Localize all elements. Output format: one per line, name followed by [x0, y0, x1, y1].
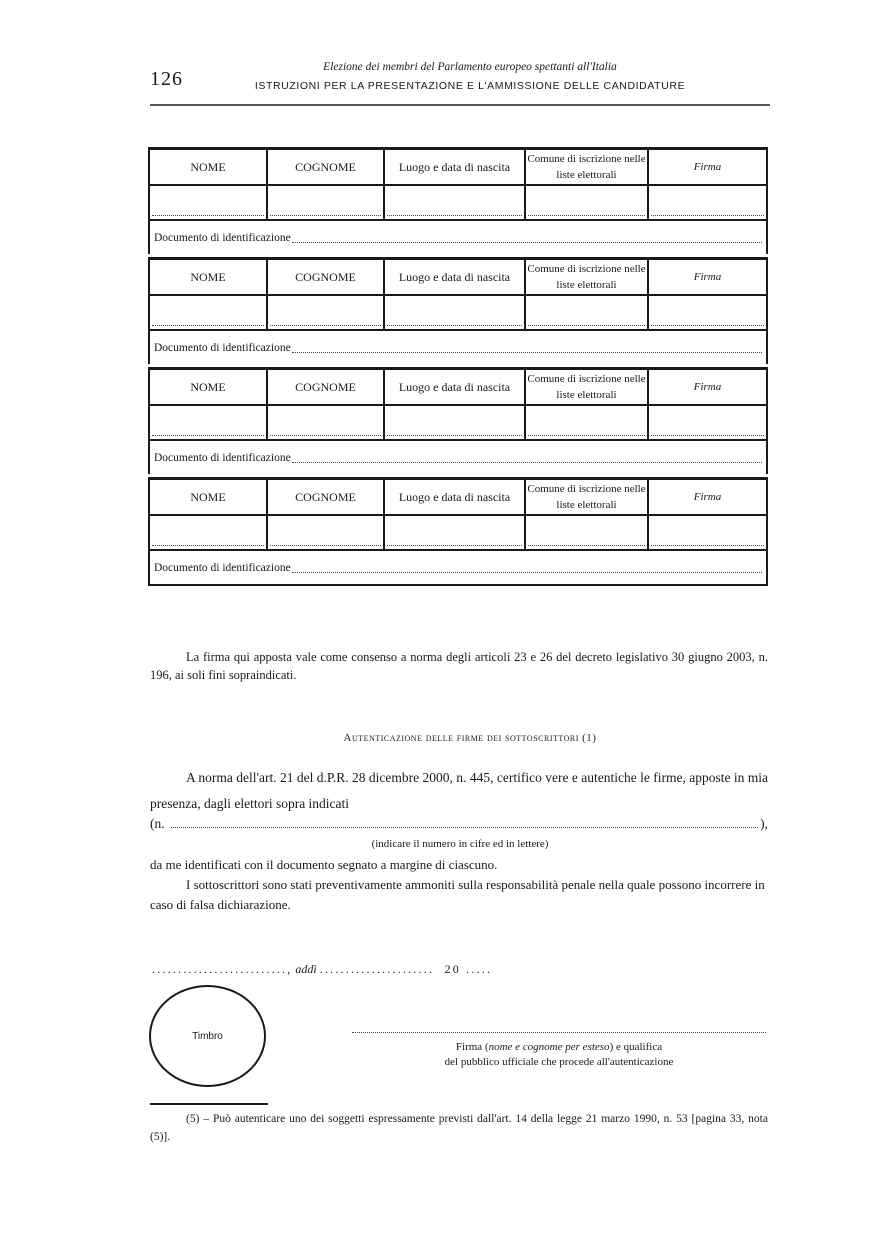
- column-header-cognome: COGNOME: [268, 260, 385, 294]
- header-row: [150, 480, 766, 516]
- footnote: (5) – Può autenticare uno dei soggetti espressamente previsti dall'art. 14 della legge 21 marzo 1990, n. 53 [pagina 33, nota (5)].: [150, 1113, 768, 1143]
- consent-paragraph: La firma qui apposta vale come consenso a norma degli articoli 23 e 26 del decreto legislativo 30 giugno 2003, n. 196, ai soli fini sopraindicati.: [150, 650, 768, 682]
- document-label: Documento di identificazione: [154, 231, 291, 244]
- caption-post: ) e qualifica: [609, 1041, 663, 1053]
- caption-emphasis: nome e cognome per esteso: [488, 1041, 610, 1053]
- document-dotted-line: [292, 342, 762, 353]
- field-nome[interactable]: [150, 296, 268, 329]
- field-luogo-data[interactable]: [385, 296, 526, 329]
- column-header-luogo-data: Luogo e data di nascita: [385, 480, 526, 514]
- footnote-rule: [150, 1103, 268, 1105]
- header-rule: [150, 104, 770, 106]
- document-field[interactable]: [150, 221, 766, 254]
- document-label: Documento di identificazione: [154, 341, 291, 354]
- data-row: [150, 186, 766, 221]
- column-header-nome: NOME: [150, 150, 268, 184]
- document-label: Documento di identificazione: [154, 561, 291, 574]
- dotted-line: [270, 544, 381, 546]
- document-field[interactable]: [150, 331, 766, 364]
- caption-line2: del pubblico ufficiale che procede all'autenticazione: [444, 1056, 674, 1068]
- signer-block: [148, 477, 768, 586]
- column-header-firma: Firma: [693, 270, 722, 283]
- column-header-comune: Comune di iscrizione nelle liste elettorali: [526, 480, 649, 514]
- addi-label: addì: [292, 962, 320, 976]
- field-cognome[interactable]: [268, 186, 385, 219]
- data-row: [150, 516, 766, 551]
- field-nome[interactable]: [150, 516, 268, 549]
- document-dotted-line: [292, 452, 762, 463]
- dotted-line: [528, 324, 645, 326]
- page-number: 126: [150, 68, 183, 90]
- dotted-line: [387, 544, 522, 546]
- official-signature-field[interactable]: [352, 1032, 766, 1033]
- column-header-comune: Comune di iscrizione nelle liste elettorali: [526, 150, 649, 184]
- stamp-label: Timbro: [192, 1030, 223, 1042]
- place-field[interactable]: ..........................,: [152, 962, 293, 976]
- field-cognome[interactable]: [268, 516, 385, 549]
- signer-count-hint: (indicare il numero in cifre ed in lettere): [371, 838, 549, 850]
- field-comune[interactable]: [526, 296, 649, 329]
- column-header-nome: NOME: [150, 260, 268, 294]
- document-label: Documento di identificazione: [154, 451, 291, 464]
- dotted-line: [528, 544, 645, 546]
- field-cognome[interactable]: [268, 406, 385, 439]
- field-comune[interactable]: [526, 406, 649, 439]
- document-row: [150, 331, 766, 364]
- dotted-line: [651, 324, 764, 326]
- dotted-line: [152, 544, 264, 546]
- field-firma[interactable]: [649, 296, 766, 329]
- field-comune[interactable]: [526, 186, 649, 219]
- signature-table: [148, 147, 768, 586]
- date-field[interactable]: ......................: [319, 962, 435, 976]
- field-luogo-data[interactable]: [385, 516, 526, 549]
- column-header-cognome: COGNOME: [268, 150, 385, 184]
- signer-block: [148, 257, 768, 364]
- header-row: [150, 150, 766, 186]
- document-row: [150, 221, 766, 254]
- year-field[interactable]: .....: [466, 962, 493, 976]
- authentication-title: Autenticazione delle firme dei sottoscrittori (1): [343, 732, 597, 744]
- column-header-luogo-data: Luogo e data di nascita: [385, 370, 526, 404]
- year-prefix: 20: [444, 962, 461, 976]
- signer-count-field[interactable]: [171, 816, 759, 828]
- document-field[interactable]: [150, 551, 766, 584]
- signer-count-suffix: ),: [760, 816, 768, 831]
- document-row: [150, 551, 766, 584]
- signer-block: [148, 367, 768, 474]
- field-luogo-data[interactable]: [385, 186, 526, 219]
- column-header-comune: Comune di iscrizione nelle liste elettorali: [526, 260, 649, 294]
- authentication-continuation: [150, 855, 768, 915]
- running-subtitle: ISTRUZIONI PER LA PRESENTAZIONE E L'AMMISSIONE DELLE CANDIDATURE: [254, 80, 686, 92]
- dotted-line: [528, 214, 645, 216]
- running-title: Elezione dei membri del Parlamento europeo spettanti all'Italia: [323, 61, 617, 73]
- dotted-line: [152, 214, 264, 216]
- place-date-line: [152, 962, 492, 977]
- dotted-line: [651, 544, 764, 546]
- dotted-line: [270, 324, 381, 326]
- document-field[interactable]: [150, 441, 766, 474]
- dotted-line: [387, 324, 522, 326]
- column-header-firma: Firma: [693, 160, 722, 173]
- data-row: [150, 296, 766, 331]
- dotted-line: [270, 214, 381, 216]
- column-header-comune: Comune di iscrizione nelle liste elettorali: [526, 370, 649, 404]
- data-row: [150, 406, 766, 441]
- dotted-line: [387, 214, 522, 216]
- field-firma[interactable]: [649, 186, 766, 219]
- document-dotted-line: [292, 562, 762, 573]
- field-nome[interactable]: [150, 186, 268, 219]
- column-header-firma: Firma: [693, 490, 722, 503]
- column-header-nome: NOME: [150, 480, 268, 514]
- field-firma[interactable]: [649, 516, 766, 549]
- authentication-body: A norma dell'art. 21 del d.P.R. 28 dicembre 2000, n. 445, certifico vere e autentiche le firme, apposte in mia presenza, dagli elettori sopra indicati: [150, 770, 768, 811]
- field-firma[interactable]: [649, 406, 766, 439]
- identification-sentence: da me identificati con il documento segnato a margine di ciascuno.: [150, 857, 498, 872]
- dotted-line: [387, 434, 522, 436]
- header-row: [150, 370, 766, 406]
- column-header-luogo-data: Luogo e data di nascita: [385, 150, 526, 184]
- official-signature-caption: [352, 1040, 766, 1070]
- header-row: [150, 260, 766, 296]
- column-header-firma: Firma: [693, 380, 722, 393]
- dotted-line: [651, 434, 764, 436]
- field-comune[interactable]: [526, 516, 649, 549]
- document-row: [150, 441, 766, 474]
- column-header-cognome: COGNOME: [268, 480, 385, 514]
- column-header-nome: NOME: [150, 370, 268, 404]
- dotted-line: [651, 214, 764, 216]
- signer-count-prefix: (n.: [150, 816, 165, 831]
- dotted-line: [528, 434, 645, 436]
- dotted-line: [152, 434, 264, 436]
- column-header-luogo-data: Luogo e data di nascita: [385, 260, 526, 294]
- document-dotted-line: [292, 232, 762, 243]
- field-nome[interactable]: [150, 406, 268, 439]
- dotted-line: [152, 324, 264, 326]
- field-cognome[interactable]: [268, 296, 385, 329]
- signer-count-line: [150, 816, 768, 832]
- stamp-circle: [149, 985, 266, 1087]
- signer-block: [148, 147, 768, 254]
- warning-sentence: I sottoscrittori sono stati preventivamente ammoniti sulla responsabilità penale nella quale possono incorrere in caso di falsa dichiarazione.: [150, 877, 765, 912]
- field-luogo-data[interactable]: [385, 406, 526, 439]
- caption-pre: Firma (: [455, 1041, 489, 1053]
- column-header-cognome: COGNOME: [268, 370, 385, 404]
- dotted-line: [270, 434, 381, 436]
